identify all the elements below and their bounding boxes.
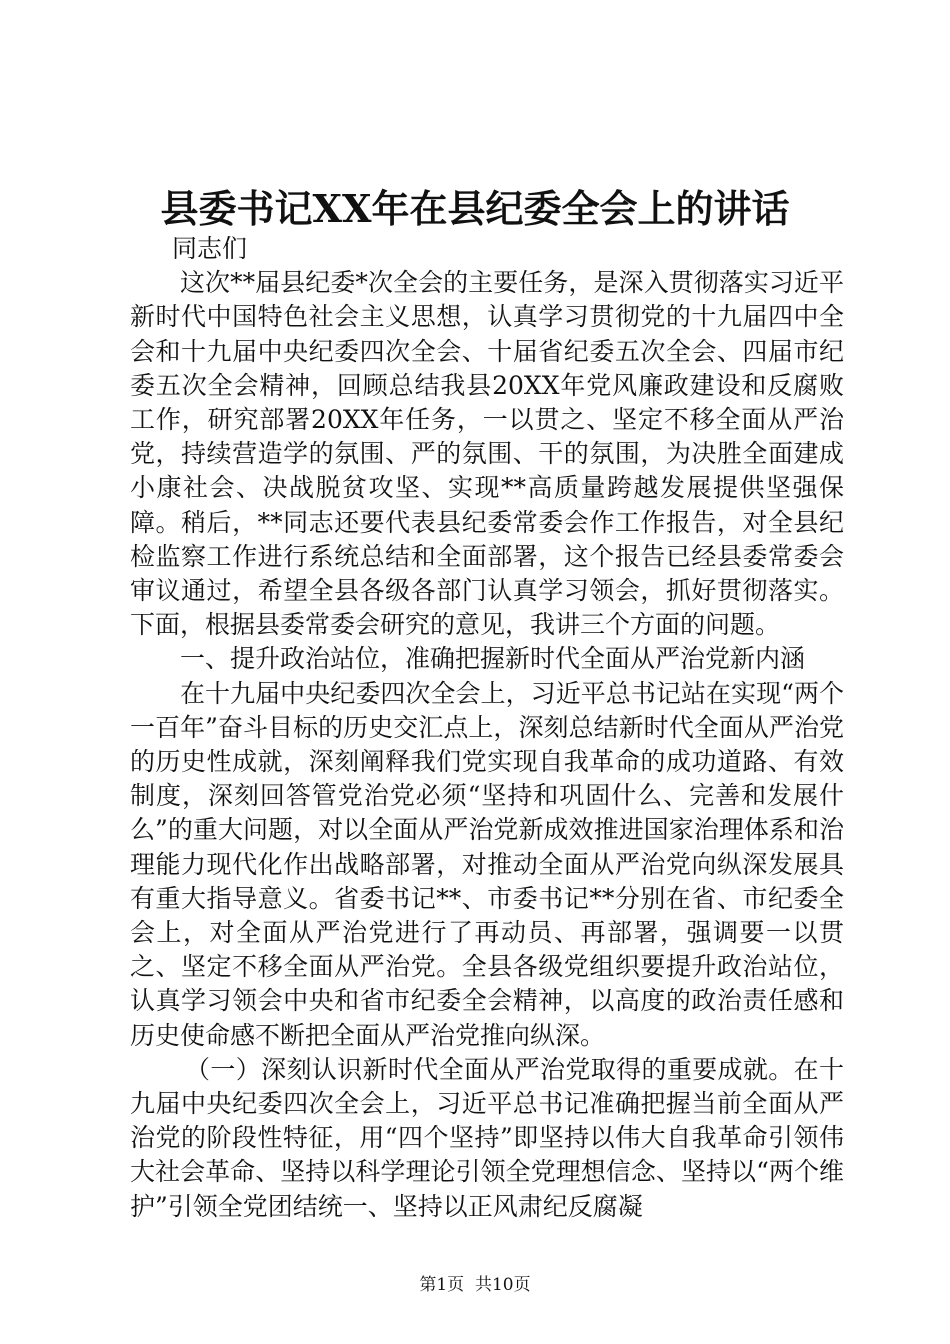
salutation: 同志们 xyxy=(172,234,248,263)
paragraph-section-1: 在十九届中央纪委四次全会上，习近平总书记站在实现“两个一百年”奋斗目标的历史交汇点上，深刻总结新时代全面从严治党的历史性成就，深刻阐释我们党实现自我革命的成功道路、有效制度，深刻回答管党治党必须“坚持和巩固什么、完善和发展什么”的重大问题，对以全面从严治党新成效推进国家治理体系和治理能力现代化作出战略部署，对推动全面从严治党向纵深发展具有重大指导意义。省委书记**、市委书记**分别在省、市纪委全会上，对全面从严治党进行了再动员、再部署，强调要一以贯之、坚定不移全面从严治党。全县各级党组织要提升政治站位，认真学习领会中央和省市纪委全会精神，以高度的政治责任感和历史使命感不断把全面从严治党推向纵深。 xyxy=(130,678,844,1050)
document-title: 县委书记XX年在县纪委全会上的讲话 xyxy=(160,186,790,231)
page-number-label: 第1页 共10页 xyxy=(419,1275,531,1295)
document-body xyxy=(130,232,844,1224)
paragraph-intro: 这次**届县纪委*次全会的主要任务，是深入贯彻落实习近平新时代中国特色社会主义思想，认真学习贯彻党的十九届四中全会和十九届中央纪委四次全会、十届省纪委五次全会、四届市纪委五次全会精神，回顾总结我县20XX年党风廉政建设和反腐败工作，研究部署20XX年任务，一以贯之、坚定不移全面从严治党，持续营造学的氛围、严的氛围、干的氛围，为决胜全面建成小康社会、决战脱贫攻坚、实现**高质量跨越发展提供坚强保障。稍后，**同志还要代表县纪委常委会作工作报告，对全县纪检监察工作进行系统总结和全面部署，这个报告已经县委常委会审议通过，希望全县各级各部门认真学习领会，抓好贯彻落实。下面，根据县委常委会研究的意见，我讲三个方面的问题。 xyxy=(130,268,844,640)
page-footer xyxy=(0,1274,950,1296)
paragraph-subsection-1: （一）深刻认识新时代全面从严治党取得的重要成就。在十九届中央纪委四次全会上，习近平总书记准确把握当前全面从严治党的阶段性特征，用“四个坚持”即坚持以伟大自我革命引领伟大社会革命、坚持以科学理论引领全党理想信念、坚持以“两个维护”引领全党团结统一、坚持以正风肃纪反腐凝 xyxy=(130,1054,844,1221)
section-heading-1: 一、提升政治站位，准确把握新时代全面从严治党新内涵 xyxy=(180,644,806,674)
